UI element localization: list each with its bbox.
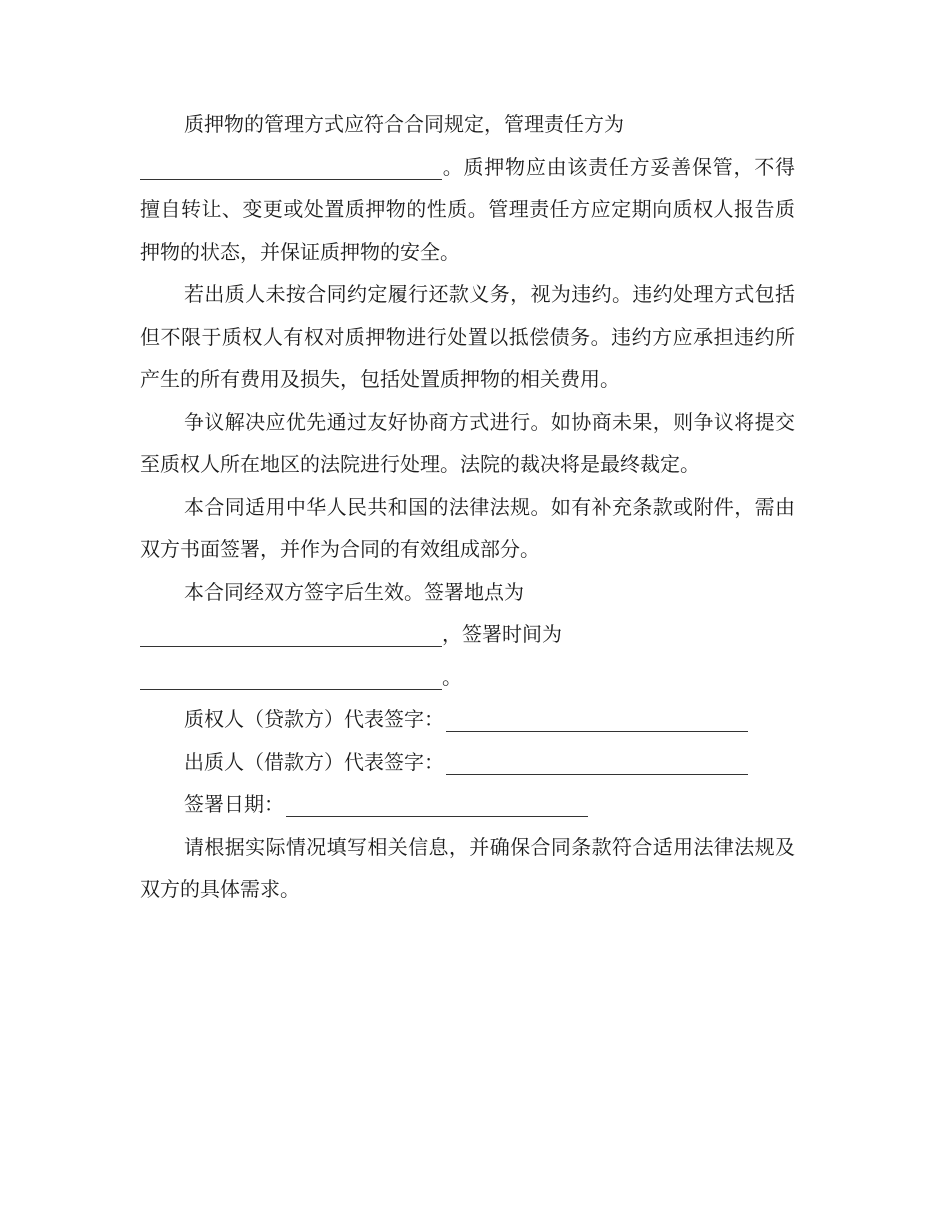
signing-place-blank[interactable] <box>140 620 442 647</box>
p5-text-c: 。 <box>442 664 462 689</box>
p5-text-a: 本合同经双方签字后生效。签署地点为 <box>184 579 524 604</box>
p5-line1 <box>140 571 795 614</box>
pledgor-signature-label: 出质人（借款方）代表签字： <box>184 749 444 774</box>
p5-text-b: ，签署时间为 <box>442 622 562 646</box>
management-party-blank[interactable] <box>140 153 442 180</box>
document-page <box>140 103 795 911</box>
fill-in-note: 请根据实际情况填写相关信息，并确保合同条款符合适用法律法规及双方的具体需求。 <box>140 834 795 901</box>
dispute-paragraph: 争议解决应优先通过友好协商方式进行。如协商未果，则争议将提交至质权人所在地区的法院进行处理。法院的裁决将是最终裁定。 <box>140 409 795 476</box>
p1-body <box>140 146 795 274</box>
signing-date-line <box>140 783 795 826</box>
p5-line3 <box>140 656 795 699</box>
p5-line2 <box>140 613 795 656</box>
pledgor-signature-blank[interactable] <box>446 748 748 775</box>
law-paragraph: 本合同适用中华人民共和国的法律法规。如有补充条款或附件，需由双方书面签署，并作为合同的有效组成部分。 <box>140 494 795 561</box>
signing-time-blank[interactable] <box>140 663 442 690</box>
signing-date-blank[interactable] <box>286 790 588 817</box>
pledgee-signature-blank[interactable] <box>446 705 748 732</box>
p1-text-b: 。质押物应由该责任方妥善保管，不得擅自转让、变更或处置质押物的性质。管理责任方应定期向质权人报告质押物的状态，并保证质押物的安全。 <box>140 154 795 264</box>
breach-paragraph: 若出质人未按合同约定履行还款义务，视为违约。违约处理方式包括但不限于质权人有权对质押物进行处置以抵偿债务。违约方应承担违约所产生的所有费用及损失，包括处置质押物的相关费用。 <box>140 282 795 391</box>
pledgor-signature-line <box>140 741 795 784</box>
p1-line1 <box>140 103 795 146</box>
p1-text-a: 质押物的管理方式应符合合同规定，管理责任方为 <box>184 112 624 136</box>
pledgee-signature-label: 质权人（贷款方）代表签字： <box>184 707 444 731</box>
signing-date-label: 签署日期： <box>184 792 284 816</box>
pledgee-signature-line <box>140 698 795 741</box>
